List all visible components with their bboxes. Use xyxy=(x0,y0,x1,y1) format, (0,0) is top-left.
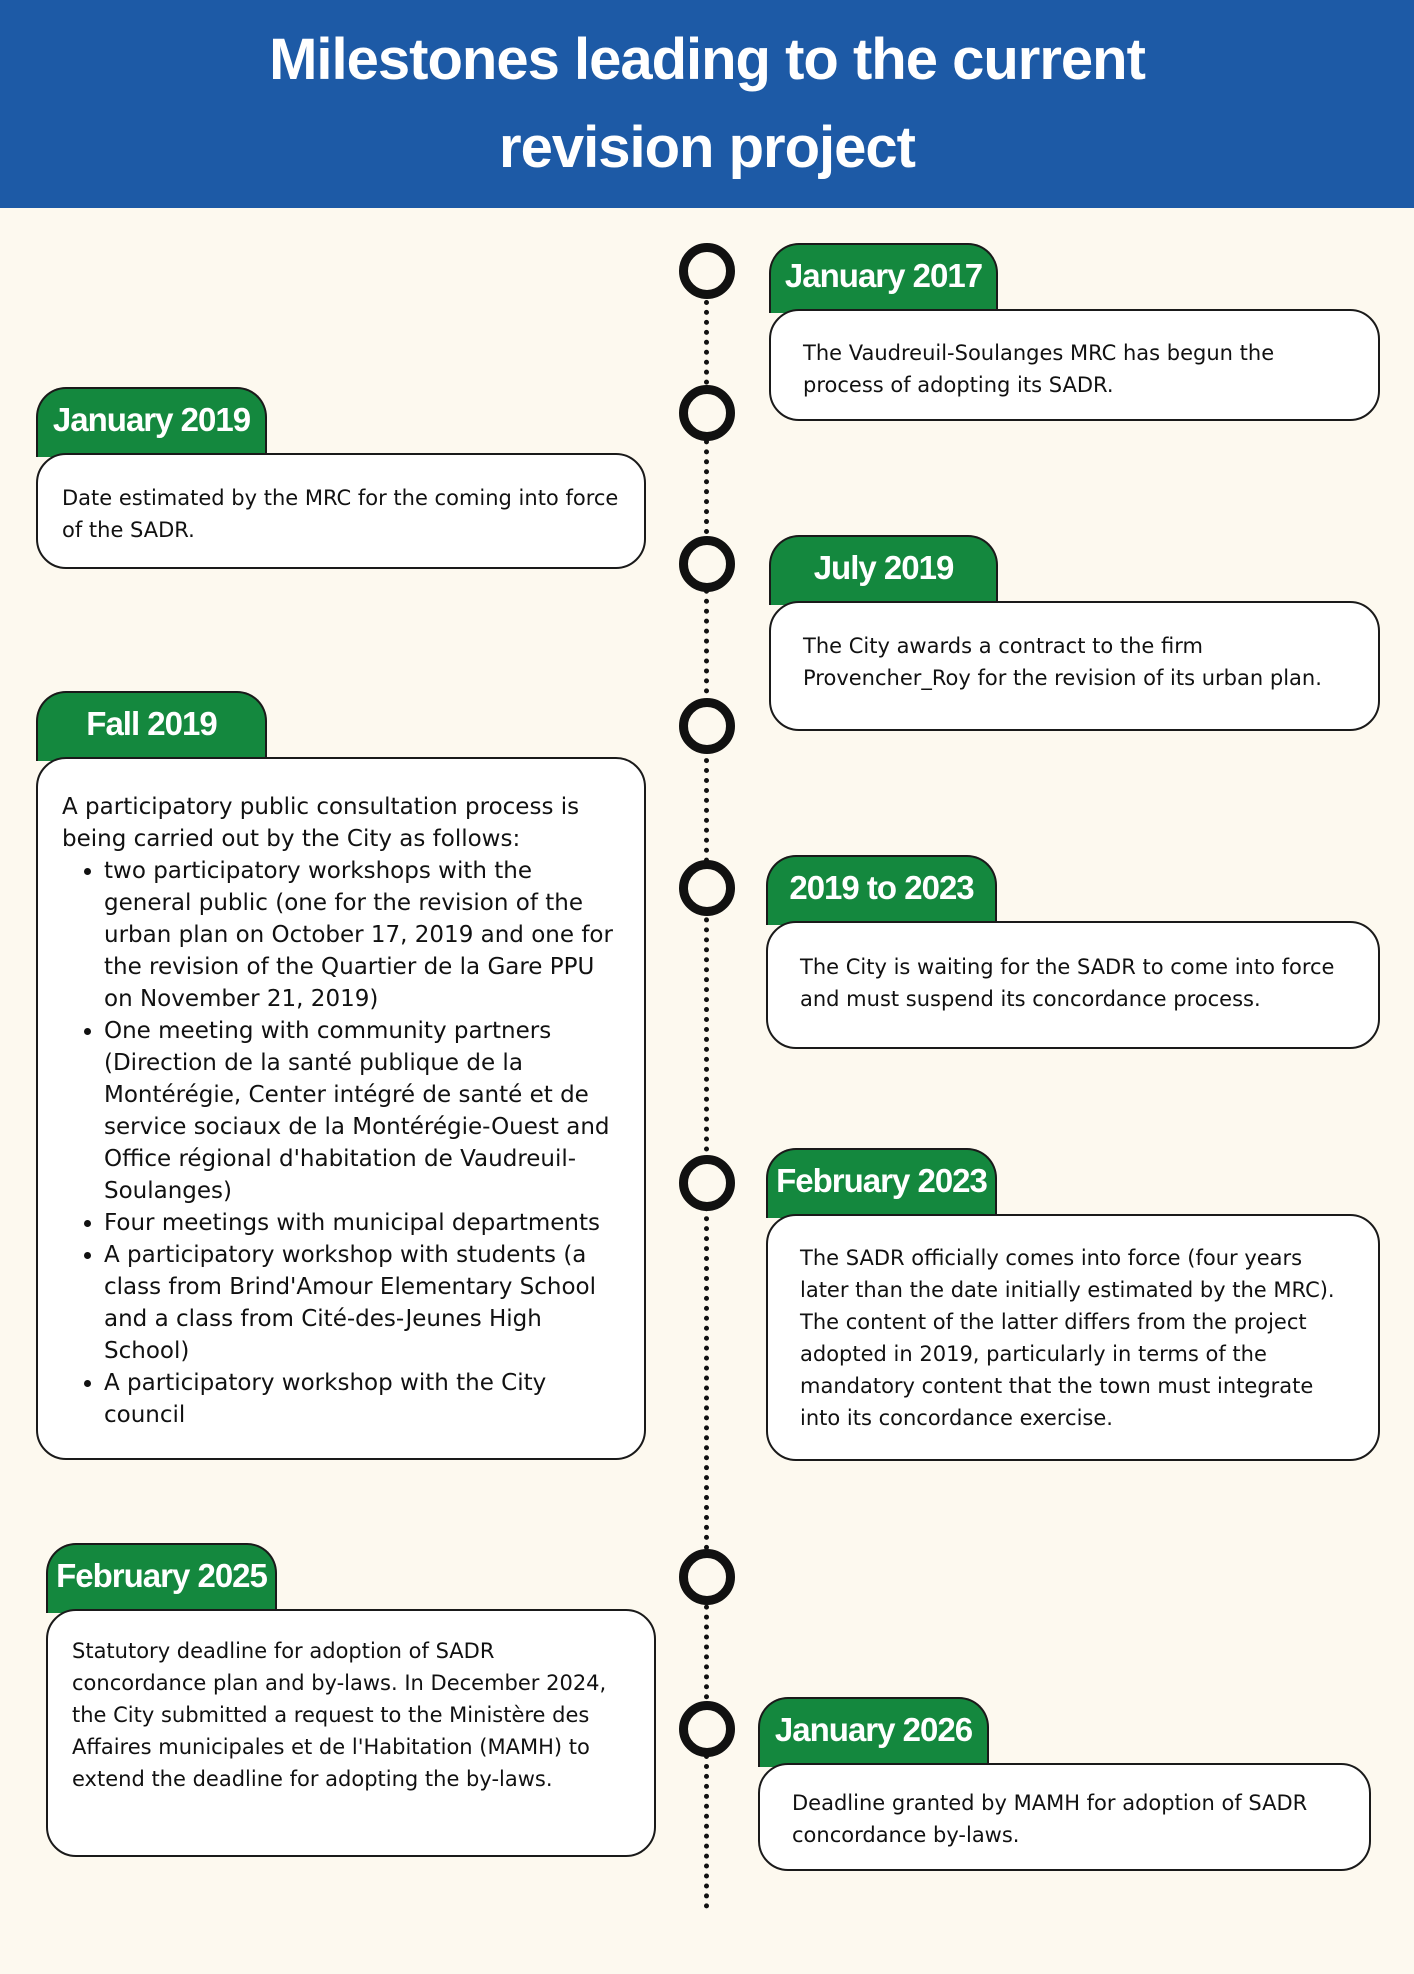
title-line-2: revision project xyxy=(499,115,915,180)
milestone-description: The Vaudreuil-Soulanges MRC has begun the process of adopting its SADR. xyxy=(803,341,1275,397)
milestone-date-tab: 2019 to 2023 xyxy=(766,855,997,925)
timeline-node-6 xyxy=(679,1155,735,1211)
milestone-card xyxy=(766,921,1380,1049)
milestone-description: Deadline granted by MAMH for adoption of SADR concordance by-laws. xyxy=(792,1791,1308,1847)
milestone-description: Date estimated by the MRC for the coming into force of the SADR. xyxy=(62,486,619,542)
milestone-card xyxy=(36,757,646,1460)
list-item: • A participatory workshop with students (a class from Brind'Amour Elementary School and a class from Cité-des-Jeunes High School) xyxy=(104,1239,624,1367)
milestone-description: The City awards a contract to the firm Provencher_Roy for the revision of its urban plan. xyxy=(803,634,1322,690)
page-title xyxy=(269,16,1145,192)
page-header xyxy=(0,0,1414,208)
milestone-intro: A participatory public consultation process is being carried out by the City as follows: xyxy=(62,794,580,852)
milestone-description: The SADR officially comes into force (four years later than the date initially estimated by the MRC). The content of the latter differs from the project adopted in 2019, particularly in terms of the mandatory content that the town must integrate into its concordance exercise. xyxy=(800,1246,1335,1430)
milestone-card xyxy=(36,453,646,569)
milestone-date-tab: February 2025 xyxy=(46,1543,277,1613)
milestone-card xyxy=(769,309,1380,421)
milestone-card xyxy=(758,1763,1371,1871)
list-item: • One meeting with community partners (Direction de la santé publique de la Montérégie, Center intégré de santé et de service sociaux de la Montérégie-Ouest and Office régional d'habitation de Vaudreuil-Soulanges) xyxy=(104,1015,624,1207)
timeline-node-5 xyxy=(679,860,735,916)
milestone-date-tab: February 2023 xyxy=(766,1148,997,1218)
list-item: • A participatory workshop with the City council xyxy=(104,1367,624,1431)
timeline-node-8 xyxy=(679,1701,735,1757)
timeline-node-1 xyxy=(679,243,735,299)
milestone-date-tab: Fall 2019 xyxy=(36,691,267,761)
milestone-description: Statutory deadline for adoption of SADR concordance plan and by-laws. In December 2024, the City submitted a request to the Ministère des Affaires municipales et de l'Habitation (MAMH) to extend the deadline for adopting the by-laws. xyxy=(72,1639,607,1791)
milestone-card xyxy=(46,1609,656,1857)
milestone-card xyxy=(766,1214,1380,1461)
timeline-node-3 xyxy=(679,536,735,592)
milestone-date-tab: January 2026 xyxy=(758,1697,989,1767)
timeline-node-7 xyxy=(679,1549,735,1605)
milestone-date-tab: January 2019 xyxy=(36,387,267,457)
list-item: • two participatory workshops with the general public (one for the revision of the urban plan on October 17, 2019 and one for the revision of the Quartier de la Gare PPU on November 21, 2019) xyxy=(104,855,624,1015)
consultation-list xyxy=(62,855,624,1431)
milestone-card xyxy=(769,601,1380,731)
timeline-node-2 xyxy=(679,385,735,441)
milestone-description: The City is waiting for the SADR to come into force and must suspend its concordance process. xyxy=(800,955,1335,1011)
milestone-date-tab: January 2017 xyxy=(769,243,998,313)
milestone-date-tab: July 2019 xyxy=(769,535,998,605)
timeline-node-4 xyxy=(679,698,735,754)
timeline-dotted-line xyxy=(704,290,709,1910)
title-line-1: Milestones leading to the current xyxy=(269,27,1145,92)
list-item: • Four meetings with municipal departments xyxy=(104,1207,624,1239)
